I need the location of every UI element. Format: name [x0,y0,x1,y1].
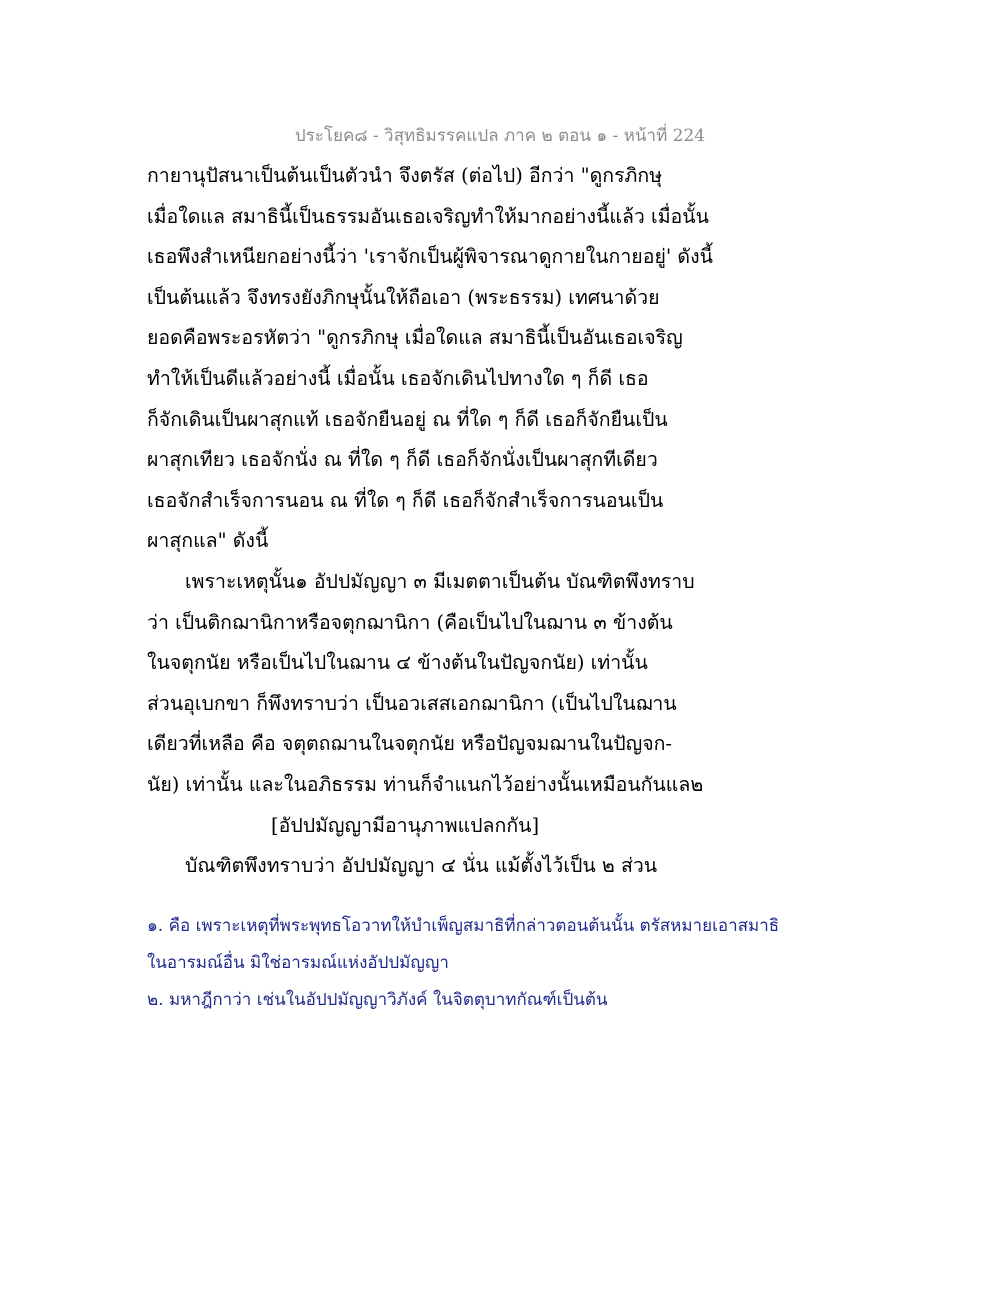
text-line: ยอดคือพระอรหัตว่า "ดูกรภิกษุ เมื่อใดแล สมาธินี้เป็นอันเธอเจริญ [147,326,683,350]
text-line: เดียวที่เหลือ คือ จตุตถฌานในจตุกนัย หรือปัญจมฌานในปัญจก- [147,732,673,756]
text-line: กายานุปัสนาเป็นต้นเป็นตัวนำ จึงตรัส (ต่อไป) อีกว่า "ดูกรภิกษุ [147,164,663,187]
footnote-line: ในอารมณ์อื่น มิใช่อารมณ์แห่งอัปปมัญญา [147,953,449,973]
text-line: ผาสุกเทียว เธอจักนั่ง ณ ที่ใด ๆ ก็ดี เธอก็จักนั่งเป็นผาสุกทีเดียว [147,448,658,472]
text-line: ก็จักเดินเป็นผาสุกแท้ เธอจักยืนอยู่ ณ ที่ใด ๆ ก็ดี เธอก็จักยืนเป็น [147,407,668,431]
footnotes [147,912,867,1023]
section-heading: [อัปปมัญญามีอานุภาพแปลกกัน] [271,813,540,837]
paragraph-start-line: เพราะเหตุนั้น๑ อัปปมัญญา ๓ มีเมตตาเป็นต้น บัณฑิตพึงทราบ [185,569,695,593]
text-line: ทำให้เป็นดีแล้วอย่างนี้ เมื่อนั้น เธอจักเดินไปทางใด ๆ ก็ดี เธอ [147,366,649,390]
text-line: ส่วนอุเบกขา ก็พึงทราบว่า เป็นอวเสสเอกฌานิกา (เป็นไปในฌาน [147,691,677,715]
text-line: ผาสุกแล" ดังนี้ [147,529,269,553]
footnote-line: ๑. คือ เพราะเหตุที่พระพุทธโอวาทให้บำเพ็ญสมาธิที่กล่าวตอนต้นนั้น ตรัสหมายเอาสมาธิ [147,916,780,936]
text-line: ในจตุกนัย หรือเป็นไปในฌาน ๔ ข้างต้นในปัญจกนัย) เท่านั้น [147,651,648,675]
text-line: เธอพึงสำเหนียกอย่างนี้ว่า 'เราจักเป็นผู้พิจารณาดูกายในกายอยู่' ดังนี้ [147,245,713,269]
body-text [147,160,867,891]
text-line: เธอจักสำเร็จการนอน ณ ที่ใด ๆ ก็ดี เธอก็จักสำเร็จการนอนเป็น [147,488,664,512]
page-header: ประโยค๘ - วิสุทธิมรรคแปล ภาค ๒ ตอน ๑ - หน้าที่ 224 [294,126,706,146]
text-line: ว่า เป็นติกฌานิกาหรือจตุกฌานิกา (คือเป็นไปในฌาน ๓ ข้างต้น [147,610,673,634]
text-line: เป็นต้นแล้ว จึงทรงยังภิกษุนั้นให้ถือเอา (พระธรรม) เทศนาด้วย [147,285,660,309]
paragraph-start-line: บัณฑิตพึงทราบว่า อัปปมัญญา ๔ นั่น แม้ตั้งไว้เป็น ๒ ส่วน [185,854,658,878]
text-line: เมื่อใดแล สมาธินี้เป็นธรรมอันเธอเจริญทำให้มากอย่างนี้แล้ว เมื่อนั้น [147,204,709,228]
text-line: นัย) เท่านั้น และในอภิธรรม ท่านก็จำแนกไว้อย่างนั้นเหมือนกันแล๒ [147,772,704,796]
footnote-line: ๒. มหาฎีกาว่า เช่นในอัปปมัญญาวิภังค์ ในจิตตุบาทกัณฑ์เป็นต้น [147,990,608,1010]
